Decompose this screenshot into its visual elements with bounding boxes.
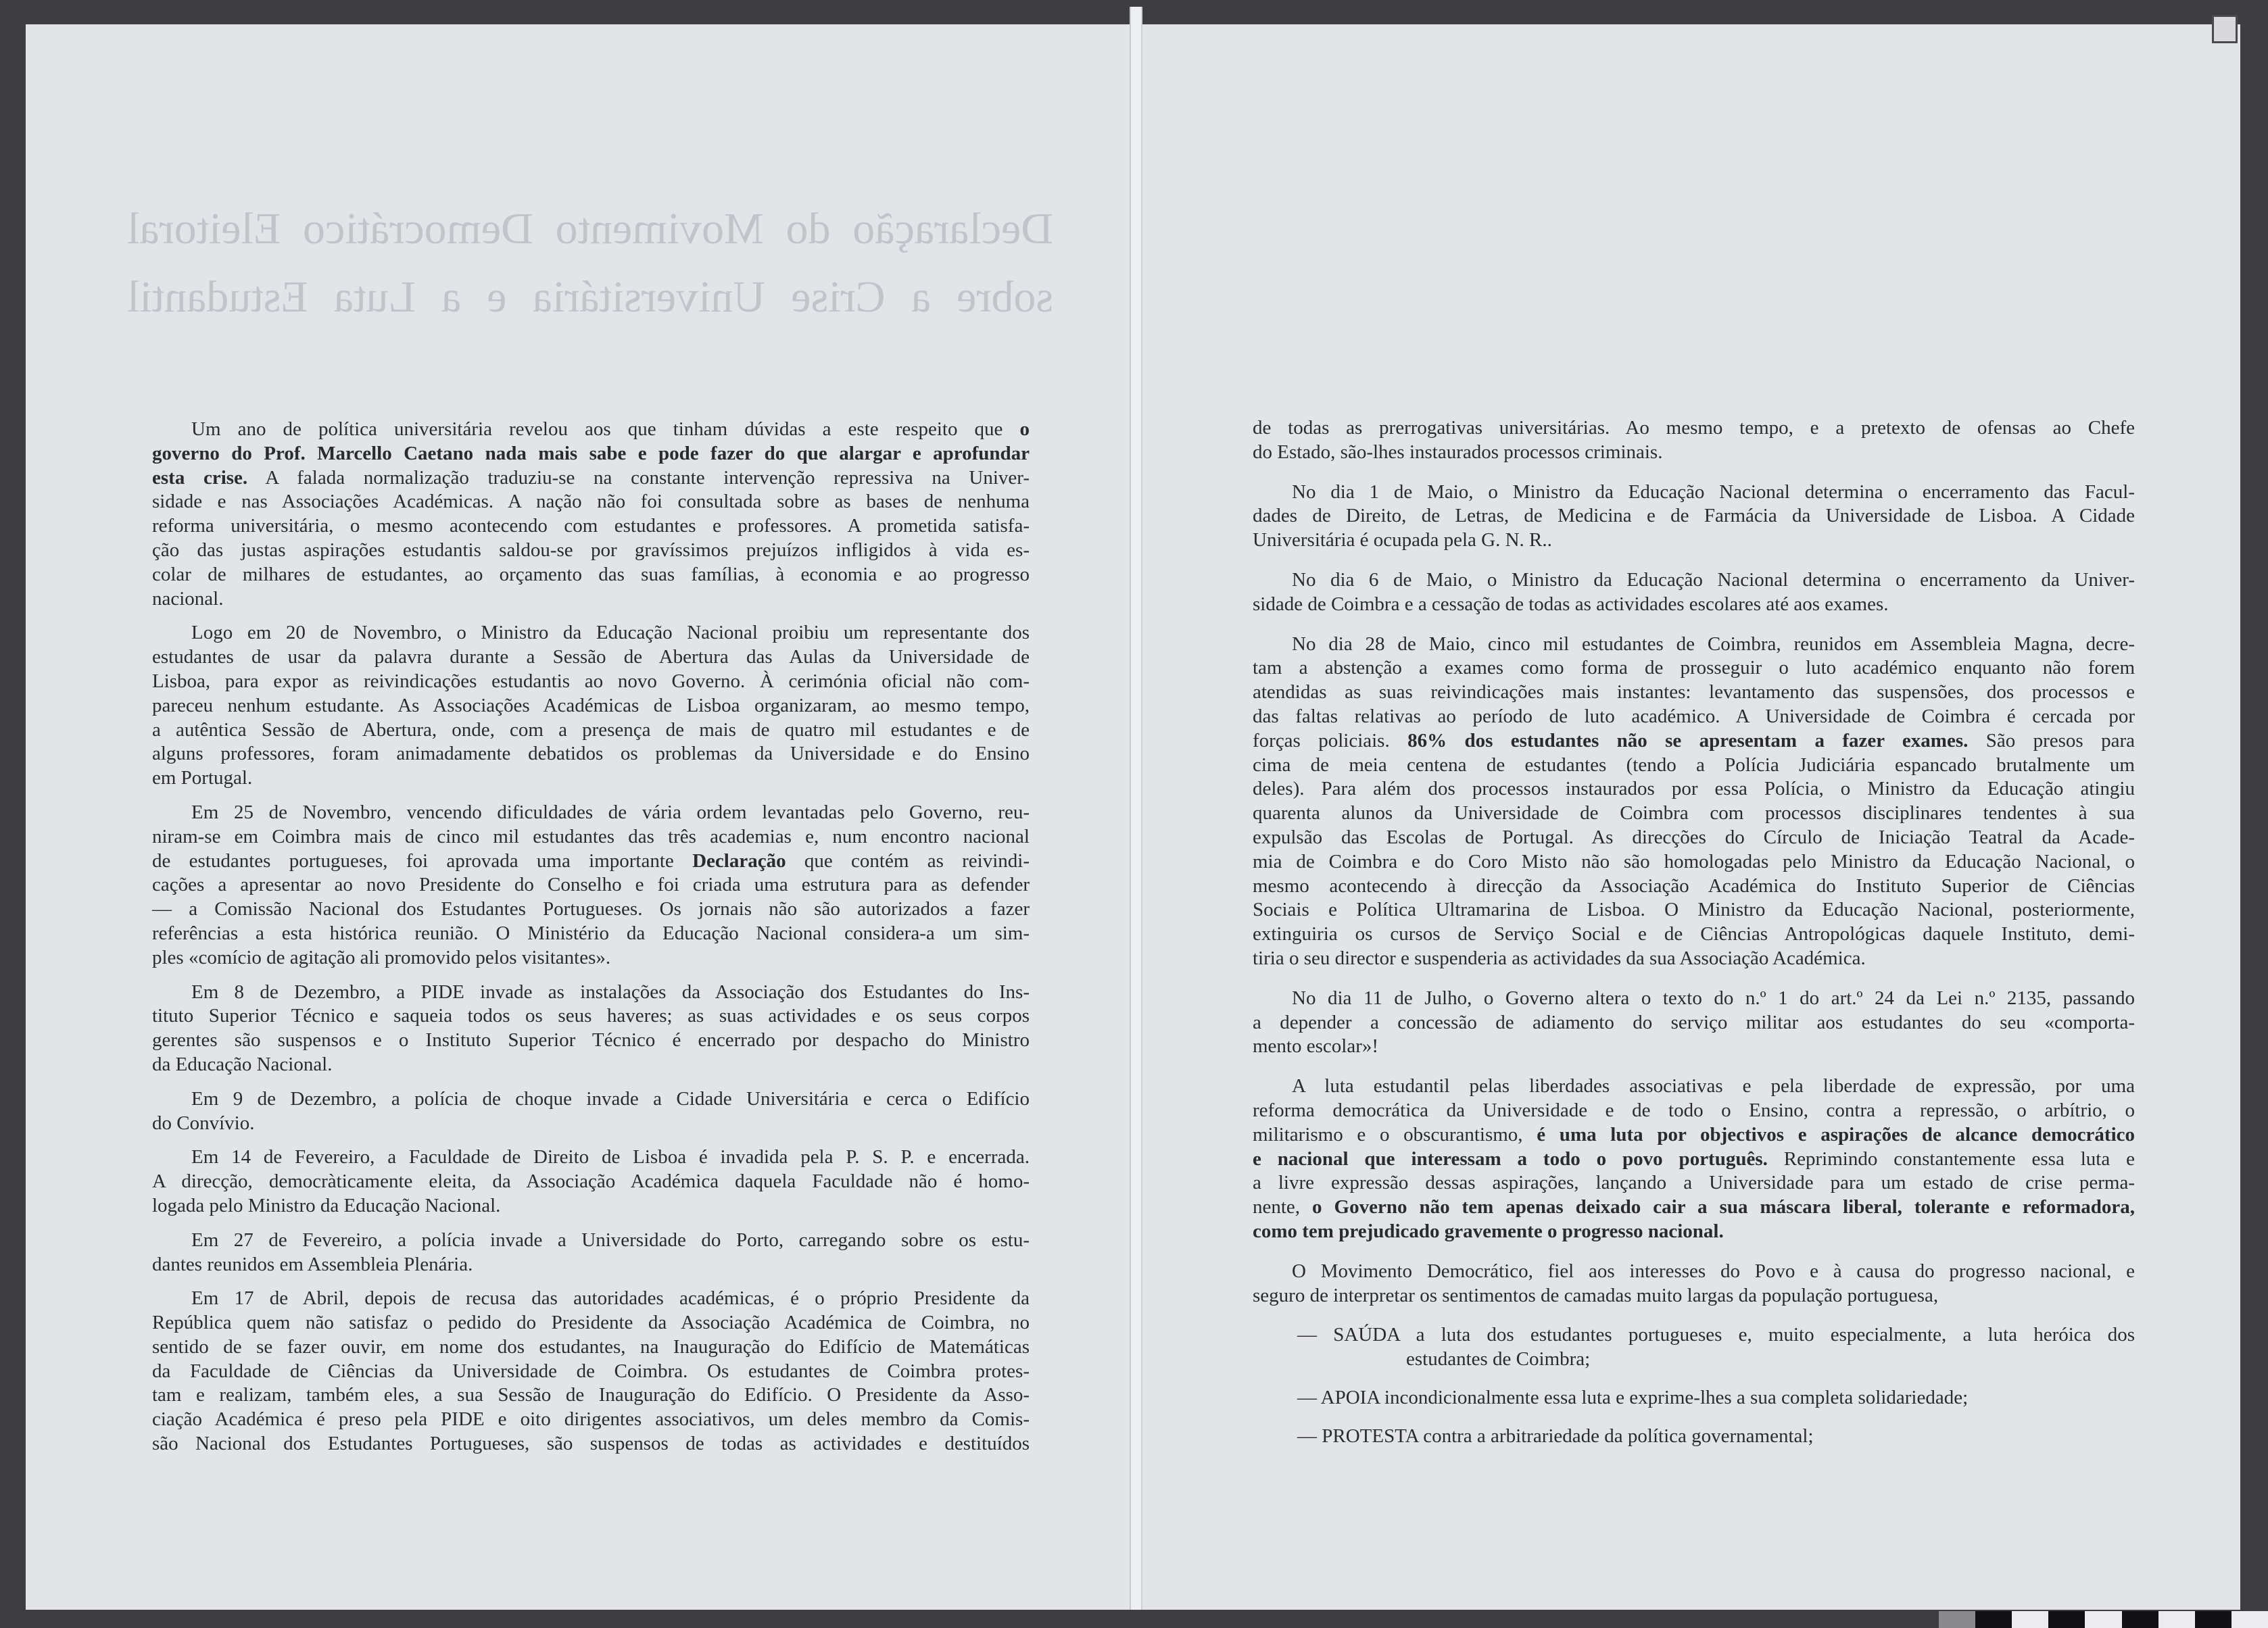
ruler-segment	[2195, 1611, 2231, 1628]
list-item	[1253, 1386, 2135, 1410]
text-line: das faltas relativas ao período de luto académico. A Universidade de Coimbra é cercada por	[1253, 705, 2135, 727]
text-line: sentido de se fazer ouvir, em nome dos estudantes, na Inauguração do Edifício de Matemáticas	[152, 1335, 1030, 1358]
text-run: militarismo e o obscurantismo,	[1253, 1123, 1537, 1145]
text-line: Logo em 20 de Novembro, o Ministro da Educação Nacional proibiu um representante dos	[191, 622, 1030, 644]
scale-ruler	[1939, 1611, 2268, 1628]
text-line: Em 9 de Dezembro, a polícia de choque invade a Cidade Universitária e cerca o Edifício	[191, 1087, 1030, 1110]
text-line: da Faculdade de Ciências da Universidade de Coimbra. Os estudantes de Coimbra protes-	[152, 1360, 1030, 1382]
text-line: Em 17 de Abril, depois de recusa das autoridades académicas, é o próprio Presidente da	[191, 1287, 1030, 1310]
text-line: dades de Direito, de Letras, de Medicina e de Farmácia da Universidade de Lisboa. A Cidade	[1253, 505, 2135, 527]
text-line: — PROTESTA contra a arbitrariedade da política governamental;	[1297, 1425, 1814, 1447]
text-line: nacional.	[152, 587, 224, 610]
bold-text-run: o	[1019, 418, 1030, 440]
text-line: dantes reunidos em Assembleia Plenária.	[152, 1253, 473, 1275]
text-line: de todas as prerrogativas universitárias. Ao mesmo tempo, e a pretexto de ofensas ao Chefe	[1253, 417, 2135, 439]
text-line: sidade e nas Associações Académicas. A nação não foi consultada sobre as bases de nenhuma	[152, 491, 1030, 513]
text-line: Universitária é ocupada pela G. N. R..	[1253, 529, 1552, 551]
paragraph	[1253, 480, 2135, 553]
ruler-segment	[2231, 1611, 2268, 1628]
list-item	[1253, 1425, 2135, 1449]
bold-text-run: 86% dos estudantes não se apresentam a fazer exames.	[1407, 729, 1969, 751]
bold-text-run: esta crise.	[152, 466, 248, 489]
text-line: — APOIA incondicionalmente essa luta e exprime-lhes a sua completa solidariedade;	[1297, 1386, 1969, 1408]
text-line: atendidas as suas reivindicações mais instantes: levantamento das suspensões, dos processos e	[1253, 681, 2135, 704]
text-line: estudantes de usar da palavra durante a Sessão de Abertura das Aulas da Universidade de	[152, 646, 1030, 668]
text-line: niram-se em Coimbra mais de cinco mil estudantes das três academias e, num encontro nacional	[152, 825, 1030, 847]
ruler-segment	[2085, 1611, 2121, 1628]
text-line: No dia 28 de Maio, cinco mil estudantes de Coimbra, reunidos em Assembleia Magna, decre-	[1292, 633, 2135, 655]
text-line: quarenta alunos da Universidade de Coimbra com processos disciplinares tendentes à sua	[1253, 802, 2135, 824]
text-run: São presos para	[1968, 729, 2135, 751]
text-line	[1253, 1195, 2135, 1220]
corner-tab	[2212, 15, 2238, 43]
paragraph	[152, 1229, 1030, 1277]
paragraph	[1253, 1075, 2135, 1244]
text-line: No dia 1 de Maio, o Ministro da Educação Nacional determina o encerramento das Facul-	[1292, 480, 2135, 503]
text-line: em Portugal.	[152, 767, 253, 789]
text-line: República quem não satisfaz o pedido do Presidente da Associação Académica de Coimbra, no	[152, 1312, 1030, 1334]
bold-text-run: Declaração	[692, 849, 786, 872]
text-run: A falada normalização traduziu-se na constante intervenção repressiva na Univer-	[247, 466, 1030, 489]
paragraph	[1253, 633, 2135, 971]
text-line: deles). Para além dos processos instaurados por essa Polícia, o Ministro da Educação atingiu	[1253, 778, 2135, 800]
text-line: a autêntica Sessão de Abertura, onde, com a presença de mais de quatro mil estudantes e de	[152, 718, 1030, 741]
text-line: tiria o seu director e suspenderia as actividades da sua Associação Académica.	[1253, 947, 1866, 969]
show-through-title-line: Declaração do Movimento Democrático Eleitoral	[127, 204, 1053, 253]
text-line	[152, 442, 1030, 466]
text-line: estudantes de Coimbra;	[1406, 1348, 1591, 1371]
text-line: mesmo acontecendo à direcção da Associação Académica do Instituto Superior de Ciências	[1253, 874, 2135, 897]
paragraph	[152, 1087, 1030, 1136]
text-line	[1253, 729, 2135, 754]
text-line: pareceu nenhum estudante. As Associações Académicas de Lisboa organizaram, ao mesmo tempo,	[152, 694, 1030, 716]
text-line: expulsão das Escolas de Portugal. As direcções do Círculo de Iniciação Teatral da Acade-	[1253, 826, 2135, 848]
show-through-title	[127, 195, 1053, 331]
paragraph	[152, 1287, 1030, 1456]
text-line	[1253, 1123, 2135, 1148]
text-line: Lisboa, para expor as reivindicações estudantis ao novo Governo. À cerimónia oficial não com-	[152, 670, 1030, 692]
text-line: reforma democrática da Universidade e de todo o Ensino, contra a repressão, o arbítrio, o	[1253, 1099, 2135, 1121]
ruler-segment	[1939, 1611, 1975, 1628]
text-line: alguns professores, foram animadamente debatidos os problemas da Universidade e do Ensino	[152, 743, 1030, 765]
ruler-segment	[2122, 1611, 2158, 1628]
text-line: gerentes são suspensos e o Instituto Superior Técnico é encerrado por despacho do Ministro	[152, 1029, 1030, 1052]
paragraph	[152, 418, 1030, 611]
right-page-text	[1253, 416, 2135, 1448]
text-line: reforma universitária, o mesmo acontecendo com estudantes e professores. A prometida satisfa-	[152, 515, 1030, 537]
text-line: mia de Coimbra e do Coro Misto não são homologadas pelo Ministro da Educação Nacional, o	[1253, 850, 2135, 872]
text-line	[1253, 1220, 2135, 1244]
text-line: cações a apresentar ao novo Presidente do Conselho e foi criada uma estrutura para as defender	[152, 874, 1030, 896]
text-run: Um ano de política universitária revelou aos que tinham dúvidas a este respeito que	[191, 418, 1020, 440]
text-line: são Nacional dos Estudantes Portugueses, são suspensos de todas as actividades e destituídos	[152, 1433, 1030, 1455]
text-line	[152, 418, 1030, 442]
right-page	[1142, 24, 2240, 1610]
text-line: extinguiria os cursos de Serviço Social e de Ciências Antropológicas daquele Instituto, demi-	[1253, 923, 2135, 945]
text-line: Sociais e Política Ultramarina de Lisboa. O Ministro da Educação Nacional, posteriormente,	[1253, 899, 2135, 921]
text-line: O Movimento Democrático, fiel aos interesses do Povo e à causa do progresso nacional, e	[1292, 1260, 2135, 1282]
text-line: sidade de Coimbra e a cessação de todas as actividades escolares até aos exames.	[1253, 593, 1889, 615]
text-line: — a Comissão Nacional dos Estudantes Portugueses. Os jornais não são autorizados a fazer	[152, 898, 1030, 920]
ruler-segment	[2012, 1611, 2048, 1628]
text-line: mento escolar»!	[1253, 1035, 1379, 1058]
text-line	[152, 849, 1030, 874]
bold-text-run: é uma luta por objectivos e aspirações de alcance democrático	[1537, 1123, 2135, 1145]
text-line: tituto Superior Técnico e saqueia todos os seus haveres; as suas actividades e os seus corpos	[152, 1005, 1030, 1027]
paragraph	[1253, 568, 2135, 617]
bold-text-run: e nacional que interessam a todo o povo português.	[1253, 1148, 1768, 1170]
text-line: No dia 6 de Maio, o Ministro da Educação Nacional determina o encerramento da Univer-	[1292, 568, 2135, 591]
text-run: forças policiais.	[1253, 729, 1408, 751]
text-line: a livre expressão dessas aspirações, lançando a Universidade para um estado de crise perma-	[1253, 1172, 2135, 1194]
text-line: A direcção, democràticamente eleita, da Associação Académica daquela Faculdade não é homo-	[152, 1170, 1030, 1193]
text-line: seguro de interpretar os sentimentos de camadas muito largas da população portuguesa,	[1253, 1284, 1939, 1306]
text-line: — SAÚDA a luta dos estudantes portugueses e, muito especialmente, a luta heróica dos	[1297, 1324, 2135, 1346]
text-line: Em 14 de Fevereiro, a Faculdade de Direito de Lisboa é invadida pela P. S. P. e encerrada.	[191, 1146, 1030, 1168]
ruler-segment	[2048, 1611, 2085, 1628]
text-line: referências a esta histórica reunião. O Ministério da Educação Nacional considera-a um sim-	[152, 922, 1030, 944]
text-line	[1253, 1148, 2135, 1172]
text-run: que contém as reivindi-	[786, 849, 1030, 872]
left-page	[26, 24, 1130, 1610]
ruler-segment	[1975, 1611, 2012, 1628]
text-line: do Convívio.	[152, 1112, 255, 1134]
paragraph	[152, 1145, 1030, 1218]
text-line: Em 27 de Fevereiro, a polícia invade a Universidade do Porto, carregando sobre os estu-	[191, 1229, 1030, 1251]
text-line: tam e realizam, também eles, a sua Sessão de Inauguração do Edifício. O Presidente da Asso-	[152, 1384, 1030, 1406]
bold-text-run: como tem prejudicado gravemente o progresso nacional.	[1253, 1220, 1724, 1242]
text-line: tam a abstenção a exames como forma de prosseguir o luto académico enquanto não forem	[1253, 657, 2135, 679]
text-line: do Estado, são-lhes instaurados processos criminais.	[1253, 441, 1663, 463]
text-line: Em 25 de Novembro, vencendo dificuldades de vária ordem levantadas pelo Governo, reu-	[191, 801, 1030, 823]
text-line: A luta estudantil pelas liberdades associativas e pela liberdade de expressão, por uma	[1292, 1075, 2135, 1097]
show-through-title-line: sobre a Crise Universitária e a Luta Estudantil	[127, 272, 1053, 322]
text-run: Reprimindo constantemente essa luta e	[1767, 1148, 2136, 1170]
ruler-segment	[2158, 1611, 2195, 1628]
text-line: ples «comício de agitação ali promovido pelos visitantes».	[152, 946, 611, 968]
text-line: Em 8 de Dezembro, a PIDE invade as instalações da Associação dos Estudantes do Ins-	[191, 981, 1030, 1003]
text-line: colar de milhares de estudantes, ao orçamento das suas famílias, à economia e ao progresso	[152, 563, 1030, 585]
text-run: de estudantes portugueses, foi aprovada uma importante	[152, 849, 693, 872]
text-line: No dia 11 de Julho, o Governo altera o texto do n.º 1 do art.º 24 da Lei n.º 2135, passando	[1292, 987, 2135, 1009]
text-line: ciação Académica é preso pela PIDE e oito dirigentes associativos, um deles membro da Comis-	[152, 1408, 1030, 1431]
text-line: a depender a concessão de adiamento do serviço militar aos estudantes do seu «comporta-	[1253, 1011, 2135, 1033]
bold-text-run: o Governo não tem apenas deixado cair a sua máscara liberal, tolerante e reformadora,	[1312, 1196, 2135, 1218]
paragraph	[152, 981, 1030, 1077]
text-run: nente,	[1253, 1196, 1313, 1218]
paragraph	[152, 801, 1030, 970]
text-line: logada pelo Ministro da Educação Nacional.	[152, 1194, 501, 1216]
left-page-text	[152, 418, 1030, 1456]
text-line: cima de meia centena de estudantes (tendo a Polícia Judiciária espancado brutalmente um	[1253, 754, 2135, 776]
bold-text-run: governo do Prof. Marcello Caetano nada mais sabe e pode fazer do que alargar e aprofundar	[152, 442, 1030, 464]
paragraph	[152, 621, 1030, 791]
text-line: da Educação Nacional.	[152, 1053, 333, 1075]
list-item	[1253, 1323, 2135, 1372]
page-fold	[1130, 7, 1142, 1610]
paragraph	[1253, 416, 2135, 465]
paragraph	[1253, 1260, 2135, 1308]
paragraph	[1253, 987, 2135, 1059]
text-line	[152, 466, 1030, 491]
text-line: ção das justas aspirações estudantis saldou-se por gravíssimos prejuízos infligidos à vida es-	[152, 539, 1030, 561]
